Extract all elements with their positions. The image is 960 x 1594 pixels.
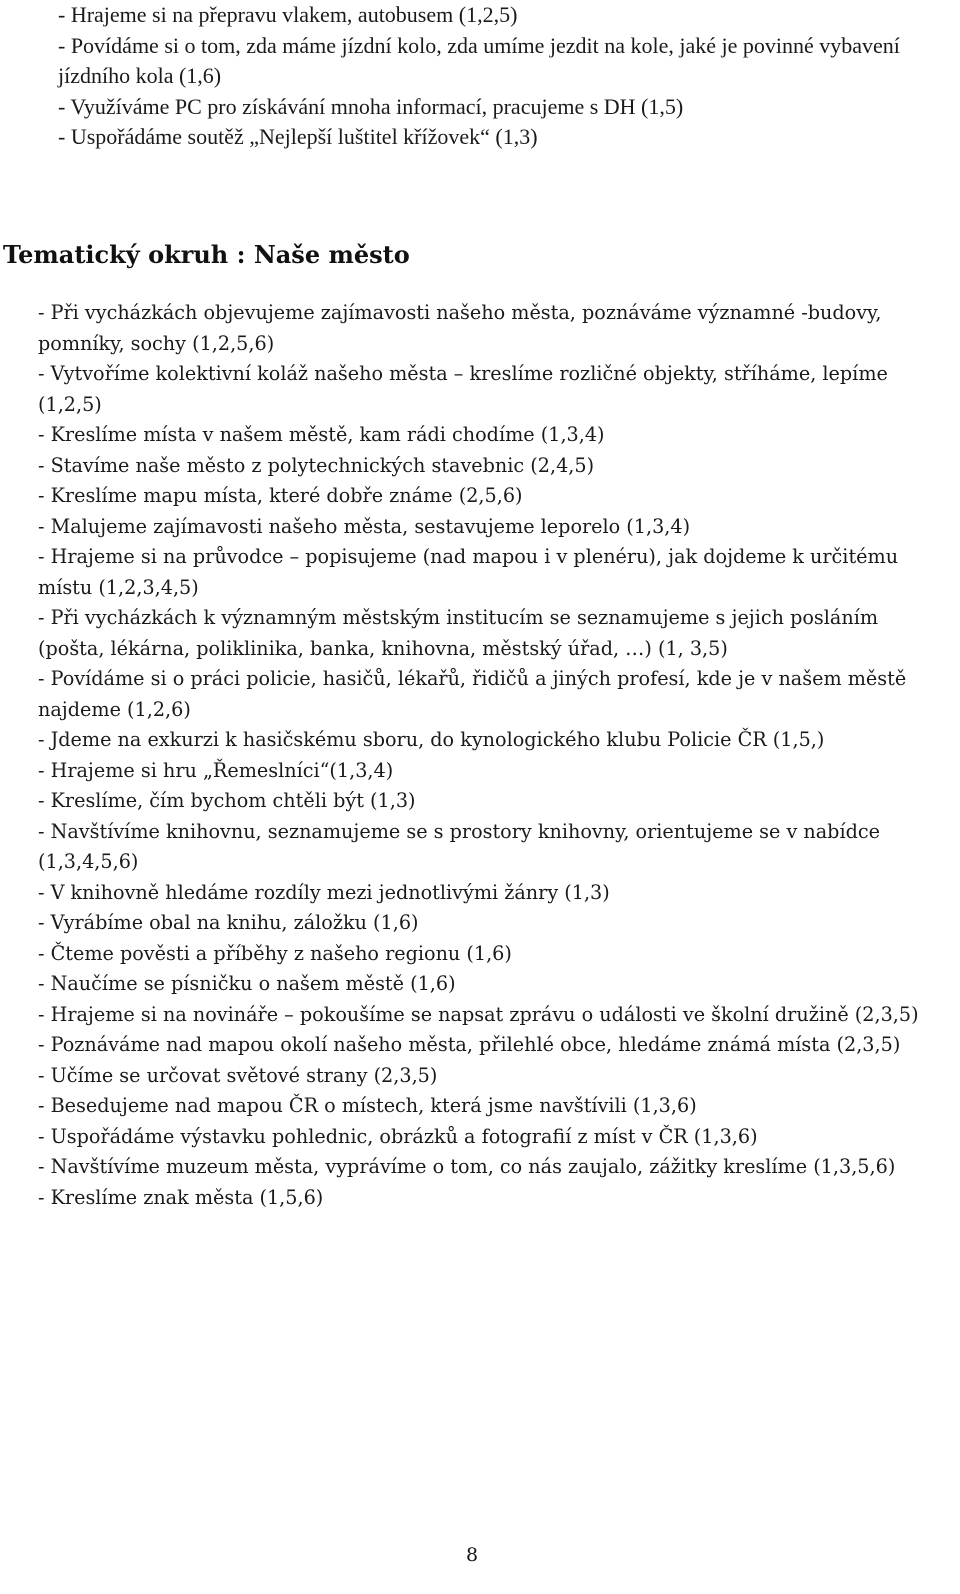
list-item: - Kreslíme, čím bychom chtěli být (1,3) xyxy=(38,789,416,812)
intro-item: - Využíváme PC pro získávání mnoha informací, pracujeme s DH (1,5) xyxy=(58,93,684,119)
list-item: - Stavíme naše město z polytechnických stavebnic (2,4,5) xyxy=(38,453,595,477)
list-item: - V knihovně hledáme rozdíly mezi jednotlivými žánry (1,3) xyxy=(38,880,610,904)
list-item: - Kreslíme znak města (1,5,6) xyxy=(38,1185,324,1209)
list-item: - Poznáváme nad mapou okolí našeho města, přilehlé obce, hledáme známá místa (2,3,5) xyxy=(38,1033,901,1056)
intro-item: - Uspořádáme soutěž „Nejlepší luštitel křížovek“ (1,3) xyxy=(58,124,538,149)
list-item: - Navštívíme knihovnu, seznamujeme se s prostory knihovny, orientujeme se v nabídce (1,3,4,5,6) xyxy=(38,819,880,873)
list-item: - Hrajeme si hru „Řemeslníci“(1,3,4) xyxy=(38,758,394,782)
list-item: - Besedujeme nad mapou ČR o místech, která jsme navštívili (1,3,6) xyxy=(38,1094,697,1117)
intro-activity-list xyxy=(58,0,948,153)
list-item: - Kreslíme místa v našem městě, kam rádi chodíme (1,3,4) xyxy=(38,423,605,446)
list-item: - Kreslíme mapu místa, které dobře známe (2,5,6) xyxy=(38,484,523,507)
list-item: - Čteme pověsti a příběhy z našeho regionu (1,6) xyxy=(38,941,512,965)
list-item: - Hrajeme si na průvodce – popisujeme (nad mapou i v plenéru), jak dojdeme k určitému místu (1,2,3,4,5) xyxy=(38,545,899,599)
list-item: - Naučíme se písničku o našem městě (1,6) xyxy=(38,972,456,995)
page-number: 8 xyxy=(465,1544,479,1566)
intro-item: - Povídáme si o tom, zda máme jízdní kolo, zda umíme jezdit na kole, jaké je povinné vybavení jízdního kola (1,6) xyxy=(58,32,900,88)
list-item: - Učíme se určovat světové strany (2,3,5) xyxy=(38,1063,438,1087)
list-item: - Jdeme na exkurzi k hasičskému sboru, do kynologického klubu Policie ČR (1,5,) xyxy=(38,728,825,751)
list-item: - Povídáme si o práci policie, hasičů, lékařů, řidičů a jiných profesí, kde je v našem městě najdeme (1,2,6) xyxy=(38,667,907,721)
list-item: - Navštívíme muzeum města, vyprávíme o tom, co nás zaujalo, zážitky kreslíme (1,3,5,6) xyxy=(38,1155,896,1178)
section-heading: Tematický okruh : Naše město xyxy=(3,240,410,269)
activity-list xyxy=(38,298,944,1213)
list-item: - Uspořádáme výstavku pohlednic, obrázků a fotografií z míst v ČR (1,3,6) xyxy=(38,1124,758,1148)
list-item: - Při vycházkách k významným městským institucím se seznamujeme s jejich posláním (pošta, lékárna, poliklinika, banka, knihovna, městský úřad, …) (1, 3,5) xyxy=(38,606,879,660)
intro-item: - Hrajeme si na přepravu vlakem, autobusem (1,2,5) xyxy=(58,2,518,27)
list-item: - Vytvoříme kolektivní koláž našeho města – kreslíme rozličné objekty, stříháme, lepíme (1,2,5) xyxy=(38,362,888,416)
list-item: - Při vycházkách objevujeme zajímavosti našeho města, poznáváme významné -budovy, pomníky, sochy (1,2,5,6) xyxy=(38,301,882,355)
list-item: - Vyrábíme obal na knihu, záložku (1,6) xyxy=(38,911,419,934)
list-item: - Hrajeme si na novináře – pokoušíme se napsat zprávu o události ve školní družině (2,3,5) xyxy=(38,1002,919,1026)
list-item: - Malujeme zajímavosti našeho města, sestavujeme leporelo (1,3,4) xyxy=(38,514,691,538)
